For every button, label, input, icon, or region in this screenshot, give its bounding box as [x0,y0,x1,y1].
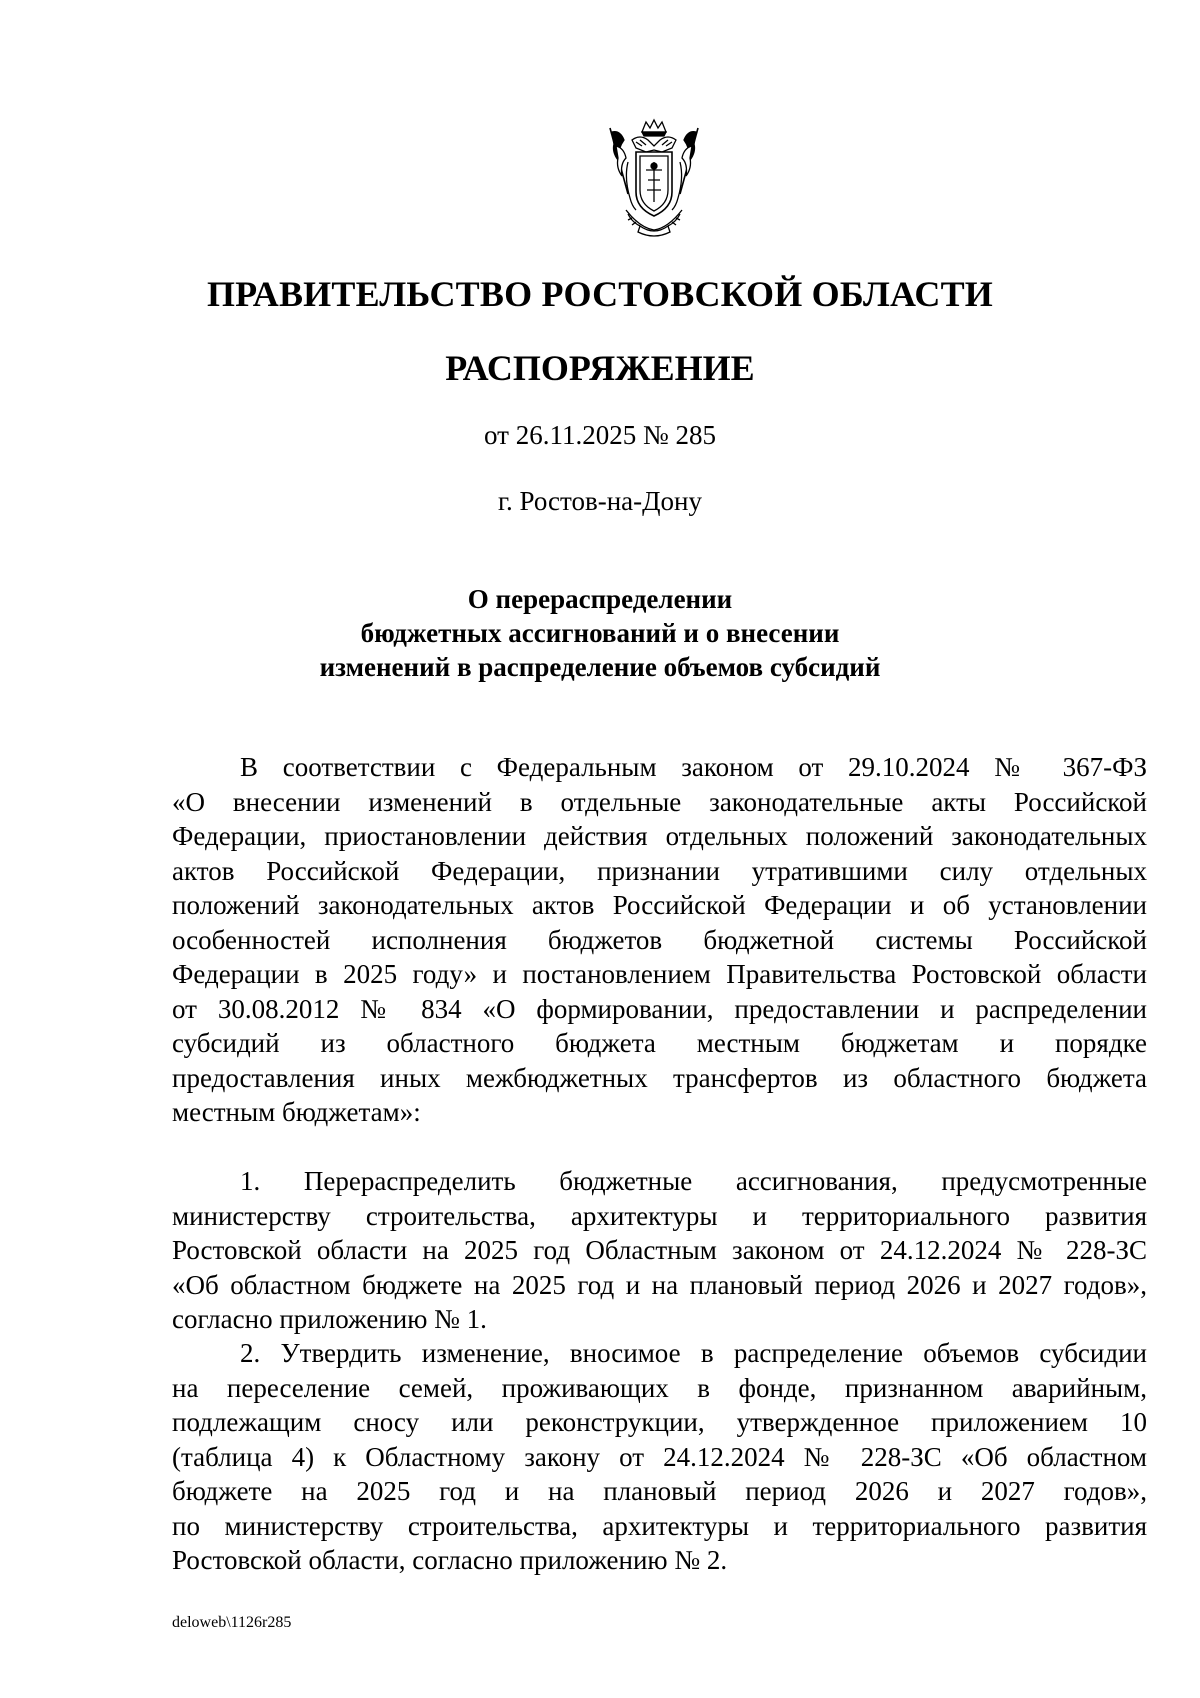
subject-line: О перераспределении [467,584,733,614]
preamble-paragraph [172,750,1147,1130]
preamble-line: от 30.08.2012 № 834 «О формировании, предоставлении и распределении [172,993,1147,1024]
document-city: г. Ростов-на-Дону [497,486,702,516]
item-2-line: 2. Утвердить изменение, вносимое в распределение объемов субсидии [240,1338,1147,1368]
item-1-line: 1. Перераспределить бюджетные ассигнования, предусмотренные [240,1166,1147,1196]
rostov-oblast-coat-of-arms-icon [602,118,706,240]
item-1-paragraph [172,1164,1147,1337]
preamble-line: предоставления иных межбюджетных трансфертов из областного бюджета [172,1062,1147,1093]
preamble-line: актов Российской Федерации, признании утратившими силу отдельных [172,855,1147,886]
preamble-line: В соответствии с Федеральным законом от 29.10.2024 № 367-ФЗ [240,752,1147,782]
organization-title: ПРАВИТЕЛЬСТВО РОСТОВСКОЙ ОБЛАСТИ [206,274,994,314]
document-type: РАСПОРЯЖЕНИЕ [445,348,755,388]
preamble-line: Федерации, приостановлении действия отдельных положений законодательных [172,821,1147,851]
document-date-number: от 26.11.2025 № 285 [484,420,716,450]
preamble-line: субсидий из областного бюджета местным бюджетам и порядке [172,1028,1147,1058]
item-2-line: бюджете на 2025 год и на плановый период 2026 и 2027 годов», [172,1476,1147,1506]
item-1-line: согласно приложению № 1. [172,1304,487,1334]
subject-line: изменений в распределение объемов субсидий [319,652,881,682]
subject-line: бюджетных ассигнований и о внесении [360,618,840,648]
item-2-line: Ростовской области, согласно приложению № 2. [172,1545,728,1575]
preamble-line: особенностей исполнения бюджетов бюджетной системы Российской [172,924,1147,955]
preamble-line: положений законодательных актов Российской Федерации и об установлении [172,890,1147,920]
item-2-paragraph [172,1336,1147,1578]
preamble-line: «О внесении изменений в отдельные законодательные акты Российской [172,786,1147,817]
item-1-line: Ростовской области на 2025 год Областным законом от 24.12.2024 № 228-ЗС [172,1235,1147,1265]
item-1-line: министерству строительства, архитектуры и территориального развития [172,1200,1147,1231]
document-subject [0,582,1200,684]
preamble-line: местным бюджетам»: [172,1097,421,1127]
item-2-line: на переселение семей, проживающих в фонде, признанном аварийным, [172,1372,1147,1403]
item-2-line: (таблица 4) к Областному закону от 24.12.2024 № 228-ЗС «Об областном [172,1441,1147,1472]
preamble-line: Федерации в 2025 году» и постановлением Правительства Ростовской области [172,959,1147,989]
item-1-line: «Об областном бюджете на 2025 год и на плановый период 2026 и 2027 годов», [172,1269,1147,1300]
item-2-line: по министерству строительства, архитектуры и территориального развития [172,1510,1147,1541]
item-2-line: подлежащим сносу или реконструкции, утвержденное приложением 10 [172,1407,1147,1437]
file-reference: deloweb\1126r285 [172,1614,292,1631]
